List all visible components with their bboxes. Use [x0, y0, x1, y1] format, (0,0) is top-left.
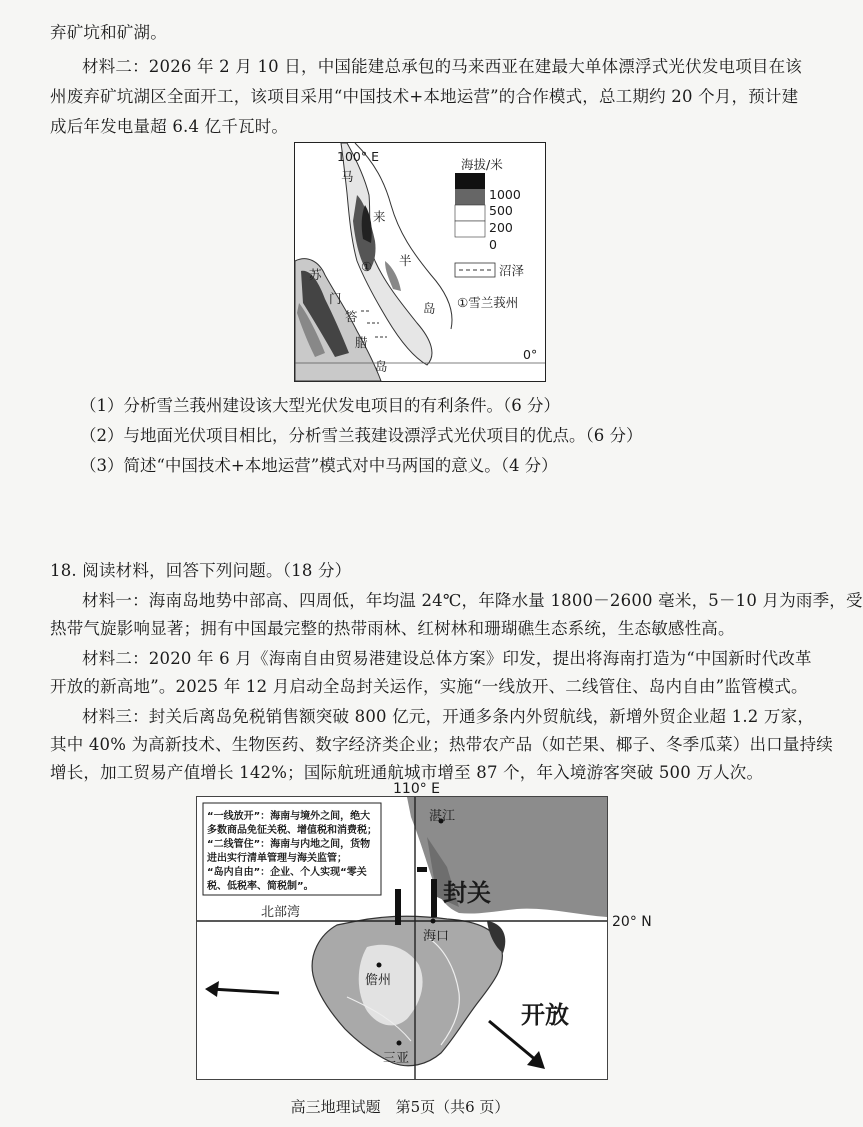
map1-label-ban: 半 — [399, 253, 412, 268]
map1-legend-swamp: 沼泽 — [499, 263, 525, 278]
map2-note-line-5: “岛内自由”：企业、个人实现“零关 — [207, 867, 367, 878]
map2-note-line-6: 税、低税率、简税制”。 — [207, 881, 314, 892]
map1-label-island: 岛 — [375, 359, 388, 374]
map1-lat-label: 0° — [523, 347, 538, 362]
map2-fengguan-label: 封关 — [443, 879, 491, 907]
map2-gulf-label: 北部湾 — [261, 905, 301, 920]
map2-city-danzhou: 儋州 — [365, 973, 392, 988]
question-3: （3）简述“中国技术+本地运营”模式对中马两国的意义。（4 分） — [80, 456, 558, 475]
q18-material-3-line-1: 材料三：封关后离岛免税销售额突破 800 亿元，开通多条内外贸航线，新增外贸企业超 1.2 万家， — [82, 707, 815, 726]
map1-label-dao: 岛 — [423, 301, 436, 316]
q18-material-3-line-3: 增长，加工贸易产值增长 142%；国际航班通航城市增至 87 个，年入境游客突破 500 万人次。 — [50, 763, 764, 782]
map2-note-line-4: 进出实行清单管理与海关监管； — [207, 853, 347, 864]
map2-city-sanya: 三亚 — [383, 1051, 410, 1066]
map1-legend-title: 海拔/米 — [461, 157, 503, 172]
map1-legend-0: 0 — [489, 237, 497, 252]
map2-kaifang-label: 开放 — [521, 1001, 569, 1029]
map2-note-line-1: “一线放开”：海南与境外之间，绝大 — [207, 811, 371, 822]
question-2: （2）与地面光伏项目相比，分析雪兰莪建设漂浮式光伏项目的优点。（6 分） — [80, 426, 643, 445]
map2-city-zhanjiang: 湛江 — [429, 809, 456, 824]
q18-material-1-line-2: 热带气旋影响显著；拥有中国最完整的热带雨林、红树林和珊瑚礁生态系统，生态敏感性高。 — [50, 619, 735, 638]
line-0: 弃矿坑和矿湖。 — [50, 23, 167, 42]
q18-material-2-line-1: 材料二：2020 年 6 月《海南自由贸易港建设总体方案》印发，提出将海南打造为“中国新时代改革 — [82, 649, 812, 668]
malaysia-map — [294, 142, 546, 382]
map2-lon-label: 110° E — [393, 781, 441, 797]
map1-label-men: 门 — [329, 291, 342, 306]
map1-label-lai: 来 — [373, 209, 386, 224]
map1-legend-state: ①雪兰莪州 — [457, 295, 519, 310]
map1-lon-label: 100° E — [337, 149, 379, 164]
q18-material-3-line-2: 其中 40% 为高新技术、生物医药、数字经济类企业；热带农产品（如芒果、椰子、冬季瓜菜）出口量持续 — [50, 735, 833, 754]
map1-legend-500: 500 — [489, 203, 513, 218]
material-2-line-1: 材料二：2026 年 2 月 10 日，中国能建总承包的马来西亚在建最大单体漂浮式光伏发电项目在该 — [82, 57, 803, 76]
map1-label-ma: 马 — [341, 169, 354, 184]
map2-city-haikou: 海口 — [423, 929, 450, 944]
map1-label-la: 腊 — [355, 335, 368, 350]
hainan-map — [196, 781, 608, 1080]
material-2-line-3: 成后年发电量超 6.4 亿千瓦时。 — [50, 117, 289, 136]
map1-legend-200: 200 — [489, 220, 513, 235]
question-18-title: 18. 阅读材料，回答下列问题。（18 分） — [50, 561, 352, 580]
map1-label-su: 苏 — [309, 267, 322, 282]
map1-label-da: 答 — [345, 309, 358, 324]
q18-material-1-line-1: 材料一：海南岛地势中部高、四周低，年均温 24℃，年降水量 1800－2600 毫米，5－10 月为雨季，受 — [82, 591, 863, 610]
q18-material-2-line-2: 开放的新高地”。2025 年 12 月启动全岛封关运作，实施“一线放开、二线管住、岛内自由”监管模式。 — [50, 677, 808, 696]
map2-lat-label: 20° N — [612, 914, 652, 930]
map2-note-line-2: 多数商品免征关税、增值税和消费税； — [207, 825, 377, 836]
map2-note-line-3: “二线管住”：海南与内地之间，货物 — [207, 839, 371, 850]
map1-label-selangor-marker: ① — [361, 259, 373, 274]
map1-legend-1000: 1000 — [489, 187, 521, 202]
page-footer: 高三地理试题 第5页（共6 页） — [290, 1098, 510, 1116]
material-2-line-2: 州废弃矿坑湖区全面开工，该项目采用“中国技术+本地运营”的合作模式，总工期约 20 个月，预计建 — [50, 87, 799, 106]
question-1: （1）分析雪兰莪州建设该大型光伏发电项目的有利条件。（6 分） — [80, 396, 560, 415]
